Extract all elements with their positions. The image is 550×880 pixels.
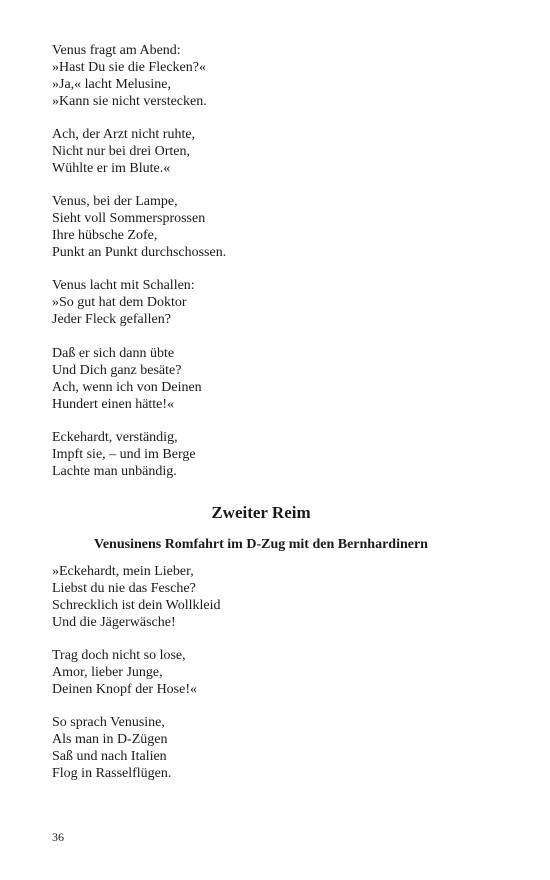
verse-line: So sprach Venusine, bbox=[52, 715, 165, 730]
verse-line: »Ja,« lacht Melusine, bbox=[52, 77, 171, 92]
verse-line: Jeder Fleck gefallen? bbox=[52, 312, 171, 327]
page-number: 36 bbox=[52, 830, 64, 844]
verse-line: Ach, der Arzt nicht ruhte, bbox=[52, 127, 196, 142]
verse-line: »Hast Du sie die Flecken?« bbox=[52, 60, 206, 75]
stanza bbox=[52, 345, 492, 413]
verse-line: Sieht voll Sommersprossen bbox=[52, 211, 206, 226]
verse-line: Amor, lieber Junge, bbox=[52, 665, 163, 680]
stanza bbox=[52, 429, 492, 480]
verse-line: Deinen Knopf der Hose!« bbox=[52, 682, 198, 697]
verse-line: »So gut hat dem Doktor bbox=[52, 295, 187, 310]
verse-line: Ach, wenn ich von Deinen bbox=[52, 380, 202, 395]
section-title: Zweiter Reim bbox=[211, 503, 311, 522]
verse-line: Saß und nach Italien bbox=[52, 749, 167, 764]
verse-line: Und Dich ganz besäte? bbox=[52, 363, 182, 378]
verse-line: Ihre hübsche Zofe, bbox=[52, 228, 158, 243]
verse-line: Nicht nur bei drei Orten, bbox=[52, 144, 191, 159]
verse-line: »Eckehardt, mein Lieber, bbox=[52, 564, 194, 579]
stanza bbox=[52, 714, 492, 782]
verse-line: Venus lacht mit Schallen: bbox=[52, 278, 195, 293]
section-subtitle: Venusinens Romfahrt im D-Zug mit den Bernhardinern bbox=[94, 537, 428, 552]
verse-line: Punkt an Punkt durchschossen. bbox=[52, 245, 227, 260]
verse-line: Und die Jägerwäsche! bbox=[52, 615, 176, 630]
verse-line: Schrecklich ist dein Wollkleid bbox=[52, 598, 221, 613]
stanza bbox=[52, 42, 492, 110]
verse-line: Als man in D-Zügen bbox=[52, 732, 168, 747]
stanza bbox=[52, 563, 492, 631]
stanza bbox=[52, 647, 492, 698]
verse-line: Daß er sich dann übte bbox=[52, 346, 175, 361]
verse-line: Venus fragt am Abend: bbox=[52, 43, 181, 58]
verse-line: Liebst du nie das Fesche? bbox=[52, 581, 196, 596]
stanza bbox=[52, 193, 492, 261]
verse-line: Trag doch nicht so lose, bbox=[52, 648, 186, 663]
verse-line: Eckehardt, verständig, bbox=[52, 430, 178, 445]
stanza bbox=[52, 277, 492, 328]
verse-line: Venus, bei der Lampe, bbox=[52, 194, 178, 209]
verse-line: Hundert einen hätte!« bbox=[52, 397, 175, 412]
stanza bbox=[52, 126, 492, 177]
verse-line: Flog in Rasselflügen. bbox=[52, 766, 172, 781]
verse-line: Wühlte er im Blute.« bbox=[52, 161, 171, 176]
verse-line: Impft sie, – und im Berge bbox=[52, 447, 196, 462]
verse-line: Lachte man unbändig. bbox=[52, 464, 177, 479]
verse-line: »Kann sie nicht verstecken. bbox=[52, 94, 207, 109]
